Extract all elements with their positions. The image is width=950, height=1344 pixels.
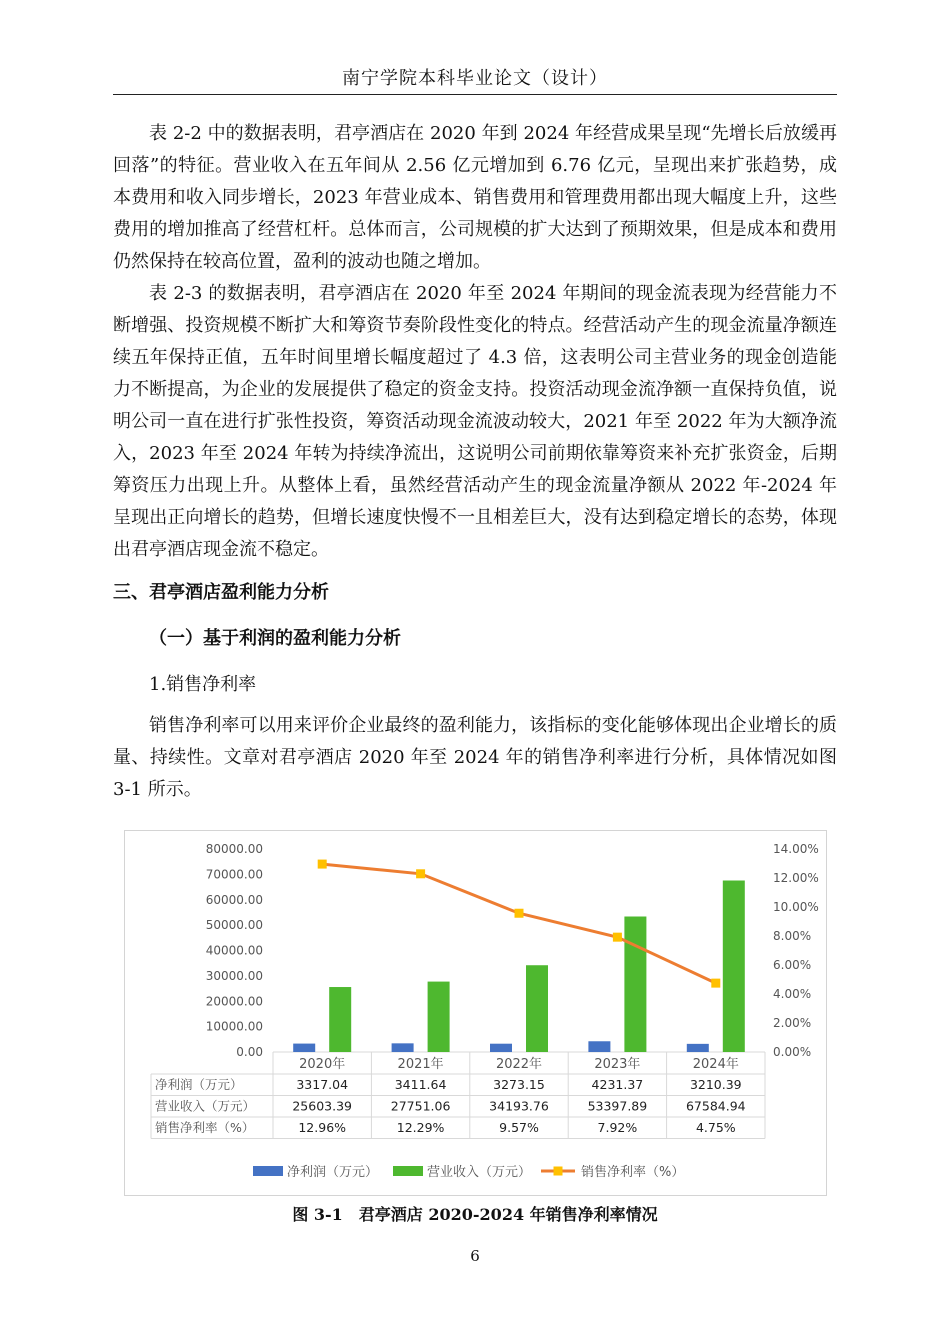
page-header: 南宁学院本科毕业论文（设计） (342, 68, 608, 89)
legend-swatch (393, 1166, 423, 1176)
margin-marker (515, 909, 524, 918)
margin-line (322, 864, 716, 983)
y-tick-label: 80000.00 (205, 842, 263, 856)
y2-tick-label: 8.00% (773, 929, 812, 943)
table-value: 12.29% (396, 1120, 445, 1135)
y-tick-label: 0.00 (236, 1045, 263, 1059)
y2-tick-label: 2.00% (773, 1016, 812, 1030)
table-value: 25603.39 (292, 1098, 353, 1114)
table-value: 3273.15 (493, 1077, 545, 1092)
item-heading: 1.销售净利率 (149, 674, 257, 695)
y-tick-label: 40000.00 (205, 943, 263, 958)
paragraph-income-analysis: 表 2-2 中的数据表明，君亭酒店在 2020 年到 2024 年经营成果呈现“先增长后放缓再回落”的特征。营业收入在五年间从 2.56 亿元增加到 6.76 亿元，呈现出来扩张趋势，成本费用和收入同步增长，2023 年营业成本、销售费用和管理费用都出现大幅度上升，这些费用的增加推高了经营杠杆。总体而言，公司规模的扩大达到了预期效果，但是成本和费用仍然保持在较高位置，盈利的波动也随之增加。 (113, 123, 837, 272)
table-value: 53397.89 (587, 1098, 648, 1114)
y-tick-label: 60000.00 (205, 892, 263, 907)
table-row-label: 净利润（万元） (155, 1077, 243, 1092)
profit-chart (124, 830, 827, 1196)
category-label: 2023年 (594, 1057, 641, 1072)
header-rule (113, 94, 837, 95)
category-label: 2022年 (495, 1057, 543, 1072)
bar-revenue (428, 982, 450, 1052)
table-value: 4.75% (695, 1120, 736, 1135)
paragraph-net-margin: 销售净利率可以用来评价企业最终的盈利能力，该指标的变化能够体现出企业增长的质量、持续性。文章对君亭酒店 2020 年至 2024 年的销售净利率进行分析，具体情况如图 3-1 所示。 (113, 715, 837, 800)
y2-tick-label: 4.00% (773, 987, 812, 1001)
legend-marker (554, 1167, 563, 1176)
y2-tick-label: 14.00% (773, 842, 819, 856)
bar-net-profit (588, 1041, 610, 1052)
bar-revenue (526, 965, 548, 1052)
figure-caption: 图 3-1 君亭酒店 2020-2024 年销售净利率情况 (292, 1205, 658, 1224)
table-value: 3411.64 (394, 1077, 447, 1092)
bar-revenue (624, 917, 646, 1052)
category-label: 2021年 (397, 1057, 444, 1072)
bar-net-profit (490, 1044, 512, 1052)
table-row-label: 营业收入（万元） (155, 1098, 256, 1114)
table-value: 3210.39 (689, 1077, 742, 1092)
table-value: 9.57% (499, 1120, 539, 1135)
legend-swatch (253, 1166, 283, 1176)
y-tick-label: 20000.00 (205, 994, 263, 1009)
margin-marker (711, 979, 720, 988)
bar-revenue (723, 881, 745, 1052)
table-value: 67584.94 (685, 1098, 746, 1114)
table-value: 4231.37 (591, 1077, 644, 1092)
table-row-label: 销售净利率（%） (155, 1120, 255, 1135)
margin-marker (416, 869, 425, 878)
category-label: 2020年 (299, 1057, 346, 1072)
y-tick-label: 50000.00 (205, 918, 263, 933)
table-value: 34193.76 (489, 1098, 549, 1114)
y-tick-label: 70000.00 (205, 867, 263, 882)
bar-net-profit (687, 1044, 709, 1052)
y-tick-label: 30000.00 (205, 968, 263, 983)
category-label: 2024年 (692, 1057, 739, 1072)
section-heading: 三、君亭酒店盈利能力分析 (113, 582, 329, 603)
bar-revenue (329, 987, 351, 1052)
table-value: 12.96% (298, 1120, 347, 1135)
y-tick-label: 10000.00 (205, 1019, 263, 1034)
page-number: 6 (470, 1247, 480, 1265)
y2-tick-label: 12.00% (773, 871, 819, 885)
legend-label: 营业收入（万元） (427, 1165, 532, 1180)
margin-marker (613, 933, 622, 942)
bar-net-profit (293, 1044, 315, 1052)
y2-tick-label: 6.00% (773, 958, 812, 972)
table-value: 27751.06 (390, 1098, 451, 1114)
legend-label: 销售净利率（%） (581, 1165, 685, 1180)
legend-label: 净利润（万元） (287, 1165, 379, 1180)
table-value: 3317.04 (296, 1077, 349, 1092)
margin-marker (318, 860, 327, 869)
y2-tick-label: 0.00% (773, 1045, 812, 1059)
bar-net-profit (392, 1043, 414, 1052)
y2-tick-label: 10.00% (773, 900, 819, 914)
subsection-heading: （一）基于利润的盈利能力分析 (149, 628, 401, 649)
chart-svg (125, 831, 826, 1195)
paragraph-cashflow-analysis: 表 2-3 的数据表明，君亭酒店在 2020 年至 2024 年期间的现金流表现为经营能力不断增强、投资规模不断扩大和筹资节奏阶段性变化的特点。经营活动产生的现金流量净额连续五年保持正值，五年时间里增长幅度超过了 4.3 倍，这表明公司主营业务的现金创造能力不断提高，为企业的发展提供了稳定的资金支持。投资活动现金流净额一直保持负值，说明公司一直在进行扩张性投资，筹资活动现金流波动较大，2021 年至 2022 年为大额净流入，2023 年至 2024 年转为持续净流出，这说明公司前期依靠筹资来补充扩张资金，后期筹资压力出现上升。从整体上看，虽然经营活动产生的现金流量净额从 2022 年-2024 年呈现出正向增长的趋势，但增长速度快慢不一且相差巨大，没有达到稳定增长的态势，体现出君亭酒店现金流不稳定。 (113, 283, 837, 560)
table-value: 7.92% (597, 1120, 638, 1135)
